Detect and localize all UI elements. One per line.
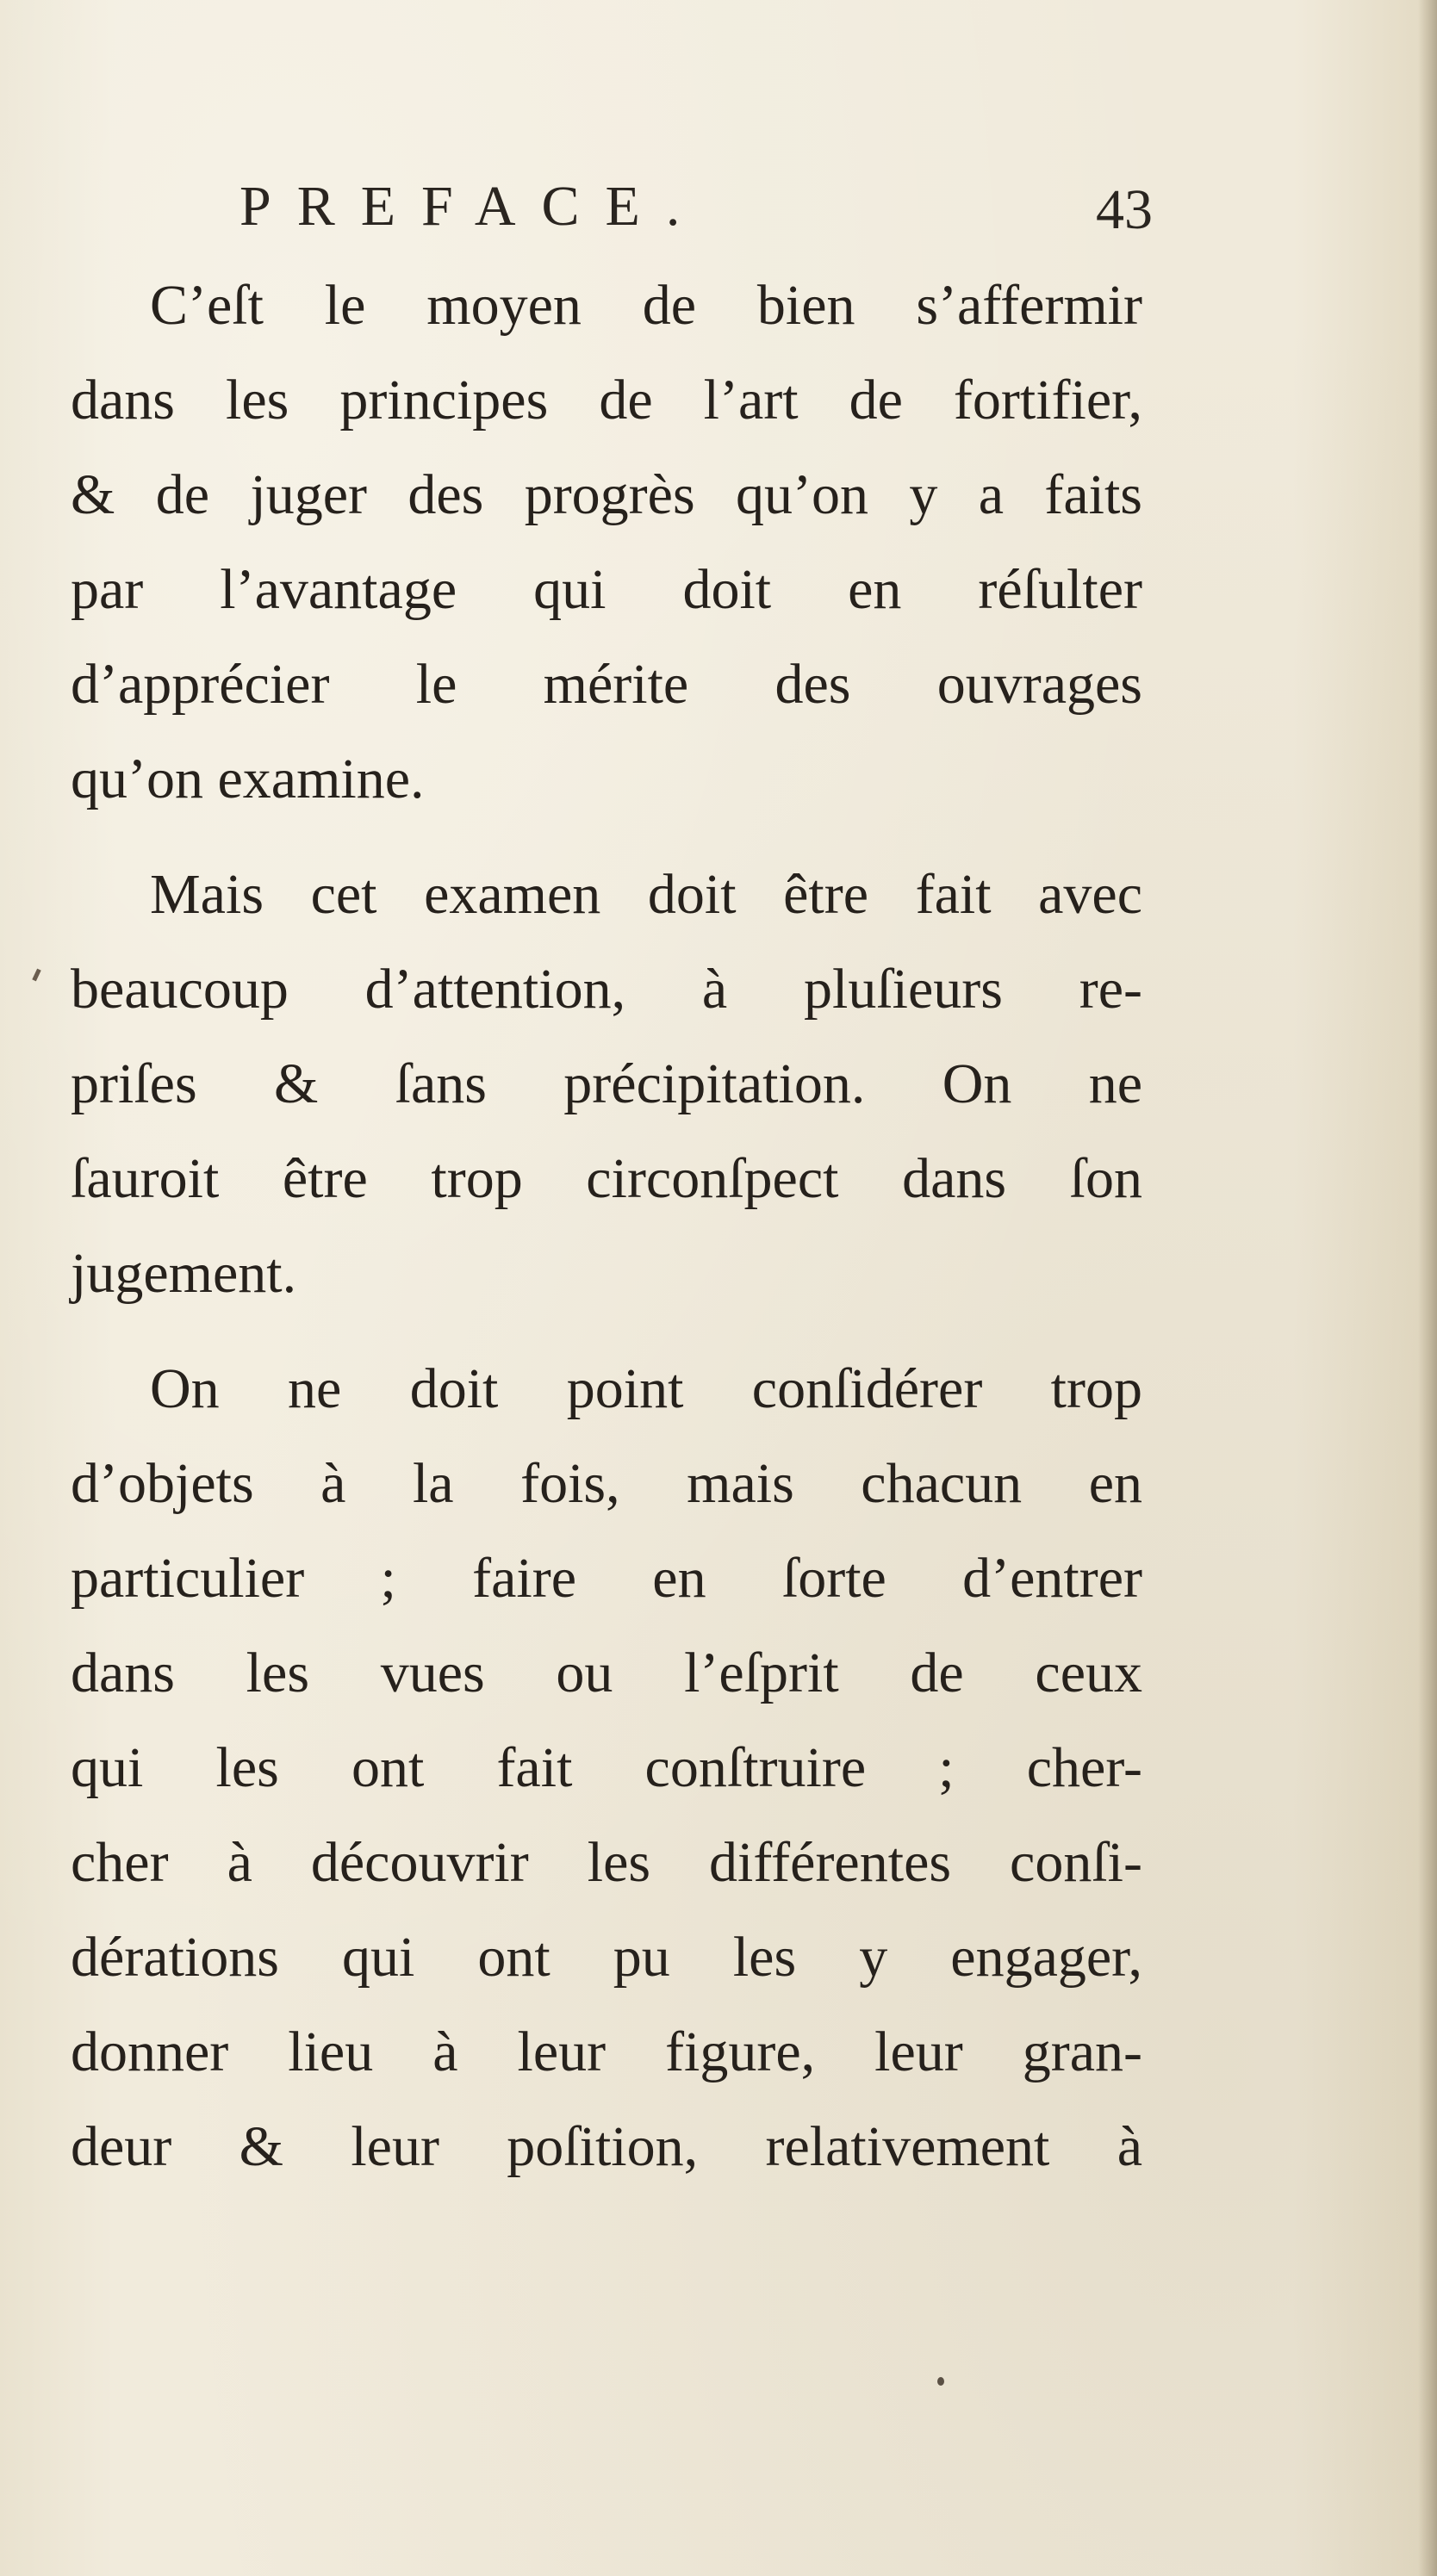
paragraph-2 [71,847,1142,1321]
text-line: qui les ont fait conſtruire ; cher- [71,1736,1142,1799]
text-line: donner lieu à leur figure, leur gran- [71,2020,1142,2083]
text-line: d’apprécier le mérite des ouvrages [71,653,1142,716]
page-edge-shadow [1418,0,1437,2576]
body-text [71,258,1142,2194]
text-line: qu’on examine. [71,748,425,810]
text-line: par l’avantage qui doit en réſulter [71,558,1142,621]
page-header [240,168,1153,245]
text-line: Mais cet examen doit être fait avec [150,863,1142,926]
text-line: jugement. [71,1242,297,1305]
running-head: PREFACE. [240,175,706,238]
text-line: cher à découvrir les différentes conſi- [71,1831,1142,1894]
text-line: dans les vues ou l’eſprit de ceux [71,1642,1142,1704]
text-line: dérations qui ont pu les y engager, [71,1926,1142,1989]
paragraph-3 [71,1342,1142,2194]
page-number: 43 [1096,178,1153,241]
text-line: deur & leur poſition, relativement à [71,2115,1142,2178]
text-line: ſauroit être trop circonſpect dans ſon [71,1147,1142,1210]
text-line: On ne doit point conſidérer trop [150,1357,1142,1420]
text-line: & de juger des progrès qu’on y a faits [71,463,1142,526]
text-line: priſes & ſans précipitation. On ne [71,1052,1142,1115]
ink-speck [32,969,40,982]
paragraph-1 [71,258,1142,827]
text-line: d’objets à la fois, mais chacun en [71,1452,1142,1515]
ink-speck [937,2377,944,2386]
text-line: C’eſt le moyen de bien s’affermir [150,274,1142,337]
text-line: beaucoup d’attention, à pluſieurs re- [71,958,1142,1021]
text-line: dans les principes de l’art de fortifier, [71,369,1142,431]
text-line: particulier ; faire en ſorte d’entrer [71,1547,1142,1610]
